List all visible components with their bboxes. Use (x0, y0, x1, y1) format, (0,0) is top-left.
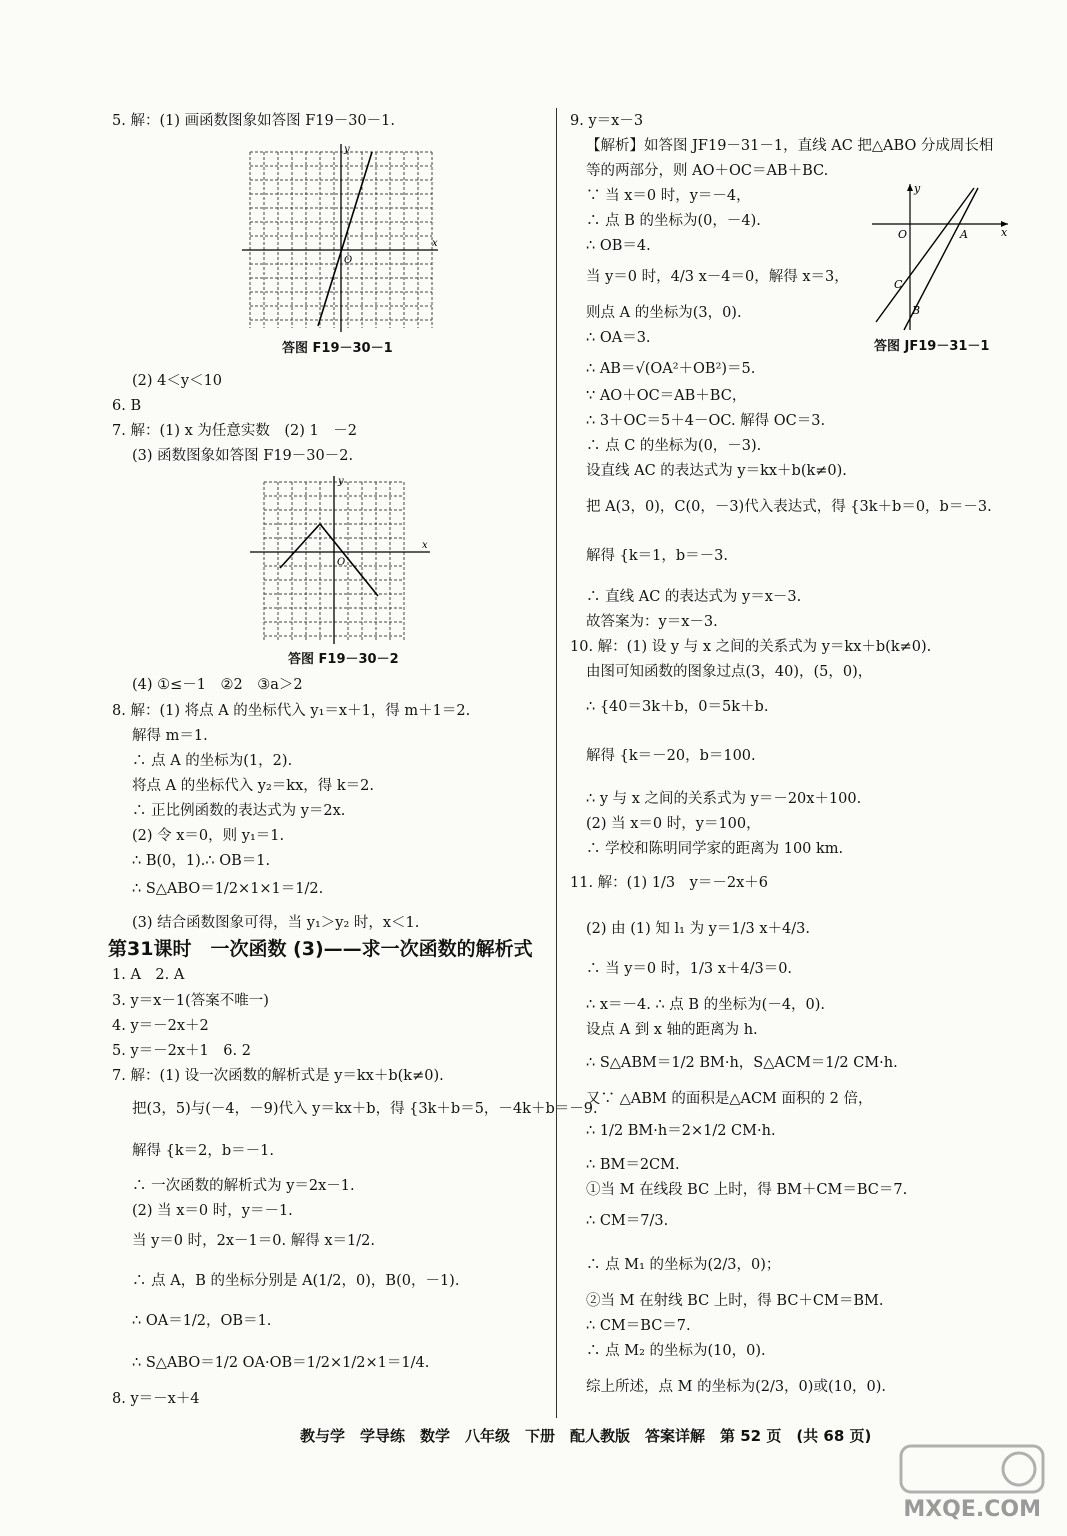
q9-analysis-l16: ∴ 直线 AC 的表达式为 y＝x－3. (586, 589, 802, 605)
q8-l2: 解得 m＝1. (132, 728, 208, 744)
l31-q7-l2: 把(3，5)与(－4，－9)代入 y＝kx＋b，得 {3k＋b＝5，－4k＋b＝－9. (132, 1101, 598, 1117)
q9-analysis-l8: ∴ OA＝3. (586, 330, 651, 346)
lesson-31-heading: 第31课时 一次函数 (3)——求一次函数的解析式 (108, 938, 533, 960)
q11-l3: ∴ 当 y＝0 时，1/3 x＋4/3＝0. (586, 961, 793, 977)
q10-l7: ∴ 学校和陈明同学家的距离为 100 km. (586, 841, 844, 857)
q11-l15: ∴ 点 M₂ 的坐标为(10，0). (586, 1343, 766, 1359)
q8-l5: ∴ 正比例函数的表达式为 y＝2x. (132, 803, 346, 819)
l31-q3: 3. y＝x－1(答案不唯一) (112, 993, 269, 1009)
q11-l6: ∴ S△ABM＝1/2 BM·h，S△ACM＝1/2 CM·h. (586, 1055, 898, 1071)
page-footer: 教与学 学导练 数学 八年级 下册 配人教版 答案详解 第 52 页 (共 68 页) (300, 1427, 872, 1445)
q9-analysis-l17: 故答案为：y＝x－3. (586, 614, 718, 630)
origin-label: O (344, 255, 353, 266)
q5-line: 5. 解：(1) 画函数图象如答图 F19－30－1. (112, 113, 395, 129)
l31-q7-l9: ∴ S△ABO＝1/2 OA·OB＝1/2×1/2×1＝1/4. (132, 1355, 430, 1371)
q11-l10: ①当 M 在线段 BC 上时，得 BM＋CM＝BC＝7. (586, 1182, 908, 1198)
l31-q4: 4. y＝－2x＋2 (112, 1018, 209, 1034)
y-axis-label: y (344, 144, 350, 155)
q9-answer: 9. y＝x－3 (570, 113, 644, 129)
q8-l9: (3) 结合函数图象可得，当 y₁＞y₂ 时，x＜1. (132, 915, 420, 931)
l31-q7-l7: ∴ 点 A，B 的坐标分别是 A(1/2，0)，B(0，－1). (132, 1273, 460, 1289)
q9-analysis-l10: ∵ AO＋OC＝AB＋BC， (586, 388, 747, 404)
q8-l3: ∴ 点 A 的坐标为(1，2). (132, 753, 293, 769)
l31-q7-l6: 当 y＝0 时，2x－1＝0. 解得 x＝1/2. (132, 1233, 375, 1249)
caption-jf19-31-1: 答图 JF19－31－1 (874, 339, 990, 354)
l31-q7-l4: ∴ 一次函数的解析式为 y＝2x－1. (132, 1178, 355, 1194)
q8-l6: (2) 令 x＝0，则 y₁＝1. (132, 828, 285, 844)
q8-l1: 8. 解：(1) 将点 A 的坐标代入 y₁＝x＋1，得 m＋1＝2. (112, 703, 471, 719)
graph-jf19-31-1 (868, 180, 1012, 332)
q10-l5: ∴ y 与 x 之间的关系式为 y＝－20x＋100. (586, 791, 862, 807)
l31-q7-l3: 解得 {k＝2，b＝－1. (132, 1143, 274, 1159)
q9-analysis-l4: ∴ 点 B 的坐标为(0，－4). (586, 213, 761, 229)
q6-answer: 6. B (112, 398, 142, 414)
point-c-label: C (894, 278, 903, 291)
q11-l7: 又∵ △ABM 的面积是△ACM 面积的 2 倍， (586, 1091, 873, 1107)
q11-l12: ∴ 点 M₁ 的坐标为(2/3，0)； (586, 1257, 781, 1273)
watermark-text: MXQE.COM (903, 1497, 1041, 1522)
column-divider (556, 108, 557, 1418)
x-axis-label-2: x (422, 540, 428, 551)
q11-l14: ∴ CM＝BC＝7. (586, 1318, 691, 1334)
graph-f19-30-1 (242, 142, 438, 334)
l31-q1-2: 1. A 2. A (112, 967, 185, 983)
q11-l16: 综上所述，点 M 的坐标为(2/3，0)或(10，0). (586, 1379, 887, 1395)
q9-analysis-l1: 【解析】如答图 JF19－31－1，直线 AC 把△ABO 分成周长相 (586, 138, 994, 154)
q9-analysis-l11: ∴ 3＋OC＝5＋4－OC. 解得 OC＝3. (586, 413, 826, 429)
y-axis-label-2: y (338, 476, 344, 487)
q7-part3: (3) 函数图象如答图 F19－30－2. (132, 448, 354, 464)
l31-q7-l8: ∴ OA＝1/2，OB＝1. (132, 1313, 272, 1329)
q11-l13: ②当 M 在射线 BC 上时，得 BC＋CM＝BM. (586, 1293, 884, 1309)
point-a-label: A (960, 228, 968, 241)
q9-analysis-l7: 则点 A 的坐标为(3，0). (586, 305, 742, 321)
q9-analysis-l6: 当 y＝0 时，4/3 x－4＝0，解得 x＝3， (586, 269, 849, 285)
q11-l1: 11. 解：(1) 1/3 y＝－2x＋6 (570, 875, 768, 891)
q5-part2: (2) 4＜y＜10 (132, 373, 223, 389)
l31-q7-l5: (2) 当 x＝0 时，y＝－1. (132, 1203, 293, 1219)
x-axis-label-3: x (1001, 226, 1008, 239)
q7-part1: 7. 解：(1) x 为任意实数 (2) 1 －2 (112, 423, 357, 439)
q9-analysis-l12: ∴ 点 C 的坐标为(0，－3). (586, 438, 762, 454)
q9-analysis-l9: ∴ AB＝√(OA²＋OB²)＝5. (586, 361, 756, 377)
q10-l4: 解得 {k＝－20，b＝100. (586, 748, 756, 764)
caption-f19-30-2: 答图 F19－30－2 (288, 652, 399, 667)
q11-l9: ∴ BM＝2CM. (586, 1157, 680, 1173)
q9-analysis-l5: ∴ OB＝4. (586, 238, 651, 254)
q10-l1: 10. 解：(1) 设 y 与 x 之间的关系式为 y＝kx＋b(k≠0). (570, 639, 932, 655)
x-axis-label: x (432, 238, 438, 249)
l31-q5-6: 5. y＝－2x＋1 6. 2 (112, 1043, 251, 1059)
origin-label-2: O (337, 557, 346, 568)
q9-analysis-l2: 等的两部分，则 AO＋OC＝AB＋BC. (586, 163, 829, 179)
y-axis-label-3: y (914, 182, 921, 195)
q11-l5: 设点 A 到 x 轴的距离为 h. (586, 1022, 758, 1038)
q9-analysis-l14: 把 A(3，0)，C(0，－3)代入表达式，得 {3k＋b＝0，b＝－3. (586, 499, 992, 515)
origin-label-3: O (898, 228, 908, 241)
q11-l2: (2) 由 (1) 知 l₁ 为 y＝1/3 x＋4/3. (586, 921, 810, 937)
q8-l8: ∴ S△ABO＝1/2×1×1＝1/2. (132, 881, 324, 897)
q11-l8: ∴ 1/2 BM·h＝2×1/2 CM·h. (586, 1123, 776, 1139)
q10-l3: ∴ {40＝3k＋b，0＝5k＋b. (586, 699, 769, 715)
q10-l6: (2) 当 x＝0 时，y＝100， (586, 816, 761, 832)
q8-l7: ∴ B(0，1).∴ OB＝1. (132, 853, 271, 869)
q10-l2: 由图可知函数的图象过点(3，40)，(5，0)， (586, 664, 873, 680)
q9-analysis-l13: 设直线 AC 的表达式为 y＝kx＋b(k≠0). (586, 463, 847, 479)
l31-q8: 8. y＝－x＋4 (112, 1391, 200, 1407)
q8-l4: 将点 A 的坐标代入 y₂＝kx，得 k＝2. (132, 778, 374, 794)
q11-l11: ∴ CM＝7/3. (586, 1213, 669, 1229)
q7-part4: (4) ①≤－1 ②2 ③a＞2 (132, 677, 303, 693)
q11-l4: ∴ x＝－4. ∴ 点 B 的坐标为(－4，0). (586, 997, 826, 1013)
l31-q7-l1: 7. 解：(1) 设一次函数的解析式是 y＝kx＋b(k≠0). (112, 1068, 444, 1084)
point-b-label: B (912, 304, 921, 317)
q9-analysis-l15: 解得 {k＝1，b＝－3. (586, 548, 728, 564)
q9-analysis-l3: ∵ 当 x＝0 时，y＝－4， (586, 188, 751, 204)
graph-f19-30-2 (250, 476, 440, 646)
caption-f19-30-1: 答图 F19－30－1 (282, 341, 393, 356)
